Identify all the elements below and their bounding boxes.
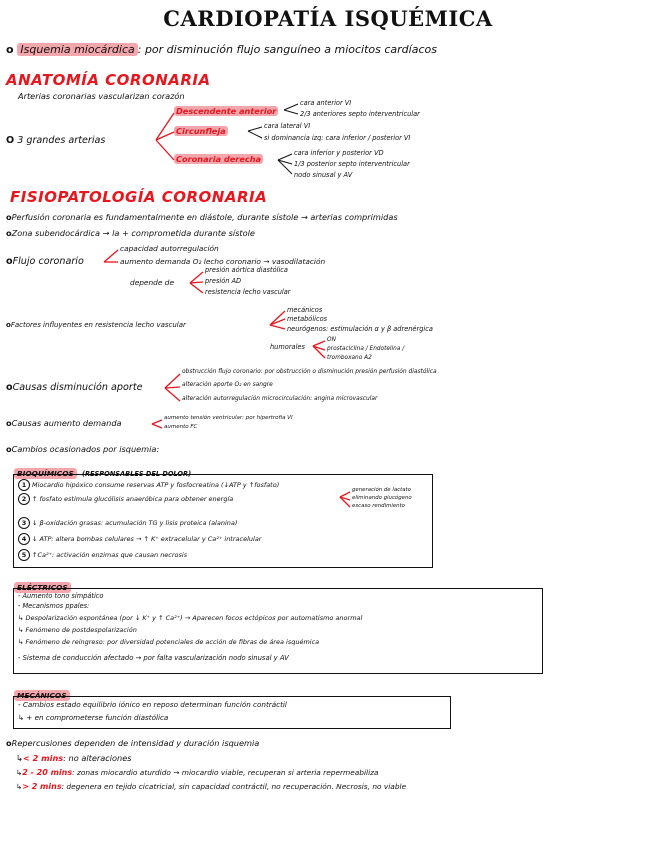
elec-line-1: - Aumento tono simpático <box>18 592 104 600</box>
branch-circunfleja-item-2: si dominancia izq: cara inferior / posterior VI <box>264 134 411 142</box>
grandes-arterias: O 3 grandes arterias <box>6 135 106 146</box>
flujo-label: Flujo coronario <box>12 256 84 267</box>
bioquimicos-note: (RESPONSABLES DEL DOLOR) <box>81 470 192 478</box>
bioq-row-1 <box>18 479 279 491</box>
bioq-num-2: 2 <box>18 493 30 505</box>
elec-line-4: ↳ Fenómeno de postdespolarización <box>18 626 137 634</box>
bioq-row-3 <box>18 517 237 529</box>
factores-item-2: metabólicos <box>287 315 328 323</box>
branch-descendente-item-2: 2/3 anteriores septo interventricular <box>300 110 420 118</box>
factores-label: Factores influyentes en resistencia lecho vascular <box>10 321 186 329</box>
bioq-row-4 <box>18 533 261 545</box>
humorales-item-1: ON <box>327 337 336 343</box>
section-heading-fisio: FISIOPATOLOGÍA CORONARIA <box>10 188 268 206</box>
demanda-item-1: aumento tensión ventricular: por hipertrofia VI <box>164 415 293 421</box>
bioq-text-1: Miocardio hipóxico consume reservas ATP y fosfocreatina (↓ATP y ↑fosfato) <box>32 481 280 489</box>
elec-line-2: - Mecanismos ppales: <box>18 602 90 610</box>
bioq-side-2: eliminando glucógeno <box>352 495 412 501</box>
bioq-num-5: 5 <box>18 549 30 561</box>
repercusiones-label: Repercusiones dependen de intensidad y duración isquemia <box>11 738 260 748</box>
causas-demanda-label: Causas aumento demanda <box>11 418 122 428</box>
flujo-item-2: aumento demanda O₂ lecho coronario → vasodilatación <box>120 257 326 266</box>
aporte-item-2: alteración aporte O₂ en sangre <box>182 382 273 388</box>
bioq-side-1: generación de lactato <box>352 487 411 493</box>
bioq-side-3: escaso rendimiento <box>352 503 405 509</box>
flujo-item-1: capacidad autorregulación <box>120 244 219 253</box>
bioq-text-5: ↑Ca²⁺: activación enzimas que causan necrosis <box>32 551 188 559</box>
branch-circunfleja: Circunfleja <box>176 126 226 136</box>
bioq-num-1: 1 <box>18 479 30 491</box>
perfusion-line: oPerfusión coronaria es fundamentalmente en diástole, durante sístole → arterias comprimidas <box>6 212 398 222</box>
humorales-item-2: prostaciclina / Endotelina / <box>327 346 405 352</box>
mecanicos-tag: MECÁNICOS <box>14 690 70 701</box>
aporte-item-3: alteración autorregulación microcirculación: angina microvascular <box>182 396 378 402</box>
page-title: CARDIOPATÍA ISQUÉMICA <box>163 6 493 31</box>
zona-line: oZona subendocárdica → la + comprometida durante sístole <box>6 228 255 238</box>
factores-item-1: mecánicos <box>287 306 323 314</box>
repercusion-item-2: ↳2 - 20 mins: zonas miocardio aturdido → miocardio viable, recuperan si arteria repermeabiliza <box>16 768 379 777</box>
repercusion-time-1: < 2 mins <box>22 753 64 763</box>
electricos-tag: ELÉCTRICOS <box>14 582 71 593</box>
mec-line-2: ↳ + en comprometerse función diastólica <box>18 713 169 722</box>
depende-de-label: depende de <box>130 278 174 287</box>
elec-line-5: ↳ Fenómeno de reingreso: por diversidad potenciales de acción de fibras de área isquémica <box>18 638 320 646</box>
bioq-text-3: ↓ β-oxidación grasas: acumulación TG y lisis proteica (alanina) <box>32 519 238 527</box>
mecanicos-box <box>13 696 451 729</box>
bioq-text-2: ↑ fosfato estimula glucólisis anaeróbica para obtener energía <box>32 495 234 503</box>
anatomia-subtitle: Arterias coronarias vascularizan corazón <box>18 91 185 101</box>
causas-aporte-line: oCausas disminución aporte <box>6 382 143 393</box>
branch-circunfleja-item-1: cara lateral VI <box>264 122 311 130</box>
humorales-label: humorales <box>270 343 305 351</box>
grandes-arterias-label: 3 grandes arterias <box>17 135 106 146</box>
causas-aporte-label: Causas disminución aporte <box>12 382 143 393</box>
branch-coronaria-derecha: Coronaria derecha <box>176 154 262 164</box>
intro-term: Isquemia miocárdica <box>17 43 137 56</box>
bioq-row-2 <box>18 493 233 505</box>
repercusion-time-2: 2 - 20 mins <box>22 768 73 777</box>
repercusion-item-1: ↳< 2 mins: no alteraciones <box>16 753 132 763</box>
humorales-item-3: tromboxano A2 <box>327 355 372 361</box>
electricos-box <box>13 588 543 674</box>
bioq-num-3: 3 <box>18 517 30 529</box>
branch-derecha-item-1: cara inferior y posterior VD <box>294 149 384 157</box>
bioquimicos-tag: BIOQUÍMICOS <box>14 468 77 479</box>
flujo-line: oFlujo coronario <box>6 256 84 267</box>
branch-derecha-item-2: 1/3 posterior septo interventricular <box>294 160 410 168</box>
repercusion-text-1: : no alteraciones <box>63 753 132 763</box>
bioq-row-5 <box>18 549 187 561</box>
branch-descendente-item-1: cara anterior VI <box>300 99 352 107</box>
branch-descendente: Descendente anterior <box>176 106 277 116</box>
zona-text: Zona subendocárdica → la + comprometida durante sístole <box>11 228 255 238</box>
causas-demanda-line: oCausas aumento demanda <box>6 418 122 428</box>
elec-line-6: - Sistema de conducción afectado → por falta vascularización nodo sinusal y AV <box>18 654 289 662</box>
repercusion-text-2: : zonas miocardio aturdido → miocardio viable, recuperan si arteria repermeabiliza <box>72 768 379 777</box>
elec-line-3: ↳ Despolarización espontánea (por ↓ K⁺ y ↑ Ca²⁺) → Aparecen focos ectópicos por automatismo anormal <box>18 614 363 622</box>
bioq-num-4: 4 <box>18 533 30 545</box>
perfusion-text: Perfusión coronaria es fundamentalmente en diástole, durante sístole → arterias comprimidas <box>11 212 398 222</box>
mec-line-1: - Cambios estado equilibrio iónico en reposo determinan función contráctil <box>18 700 287 709</box>
repercusion-time-3: > 2 mins <box>22 782 62 791</box>
depende-item-1: presión aórtica diastólica <box>205 266 288 274</box>
depende-item-2: presión AD <box>205 277 242 285</box>
aporte-item-1: obstrucción flujo coronario: por obstrucción o disminución presión perfusión diastólica <box>182 369 437 375</box>
bioquimicos-box <box>13 474 433 568</box>
bioq-text-4: ↓ ATP: altera bombas celulares → ↑ K⁺ extracelular y Ca²⁺ intracelular <box>32 535 262 543</box>
repercusion-text-3: : degenera en tejido cicatricial, sin capacidad contráctil, no recuperación. Necrosis, no viable <box>61 782 407 791</box>
intro-text: : por disminución flujo sanguíneo a miocitos cardíacos <box>137 43 437 56</box>
cambios-text: Cambios ocasionados por isquemia: <box>11 444 160 454</box>
demanda-item-2: aumento FC <box>164 424 198 430</box>
repercusiones-line: oRepercusiones dependen de intensidad y duración isquemia <box>6 738 260 748</box>
cambios-line: oCambios ocasionados por isquemia: <box>6 444 160 454</box>
intro-line: o Isquemia miocárdica : por disminución flujo sanguíneo a miocitos cardíacos <box>6 43 437 56</box>
factores-line: oFactores influyentes en resistencia lecho vascular <box>6 321 186 329</box>
repercusion-item-3: ↳> 2 mins: degenera en tejido cicatricial, sin capacidad contráctil, no recuperación. Necrosis, no viable <box>16 782 407 791</box>
depende-item-3: resistencia lecho vascular <box>205 288 291 296</box>
section-heading-anatomia: ANATOMÍA CORONARIA <box>6 71 211 89</box>
factores-item-3: neurógenos: estimulación α y β adrenérgica <box>287 325 433 333</box>
branch-derecha-item-3: nodo sinusal y AV <box>294 171 353 179</box>
